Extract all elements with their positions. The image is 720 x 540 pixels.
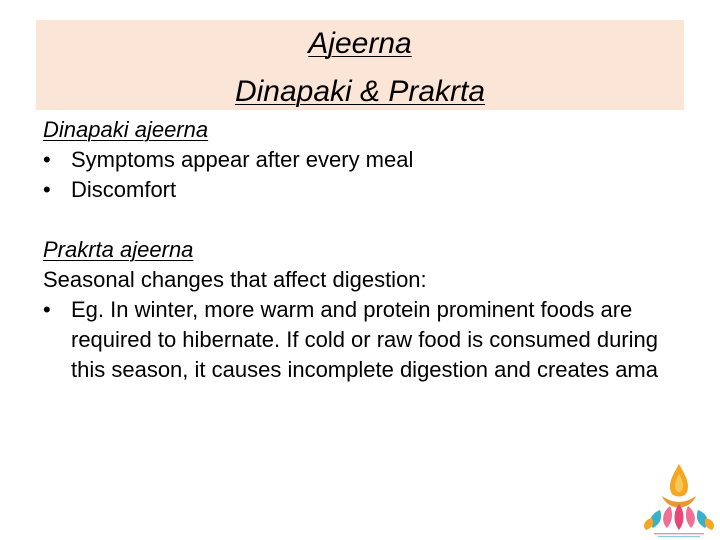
bullet-text: Symptoms appear after every meal — [71, 147, 414, 172]
section-intro: Seasonal changes that affect digestion: — [43, 267, 427, 292]
lotus-diya-logo-icon — [640, 462, 718, 538]
bullet-glyph: • — [43, 147, 51, 172]
bullet-item — [43, 295, 693, 385]
bullet-glyph: • — [43, 177, 51, 202]
slide-title-line-1: Ajeerna — [308, 27, 412, 60]
section-spacer — [43, 205, 693, 235]
section-heading-dinapaki: Dinapaki ajeerna — [43, 117, 209, 142]
bullet-text: Eg. In winter, more warm and protein prominent foods are required to hibernate. If cold or raw food is consumed during this season, it causes incomplete digestion and creates ama — [71, 297, 658, 382]
bullet-text: Discomfort — [71, 177, 177, 202]
bullet-item — [43, 175, 693, 205]
section-heading-prakrta: Prakrta ajeerna — [43, 237, 194, 262]
bullet-glyph: • — [43, 297, 51, 322]
slide-body — [43, 115, 693, 385]
slide-title-line-2: Dinapaki & Prakrta — [234, 75, 486, 108]
bullet-item — [43, 145, 693, 175]
